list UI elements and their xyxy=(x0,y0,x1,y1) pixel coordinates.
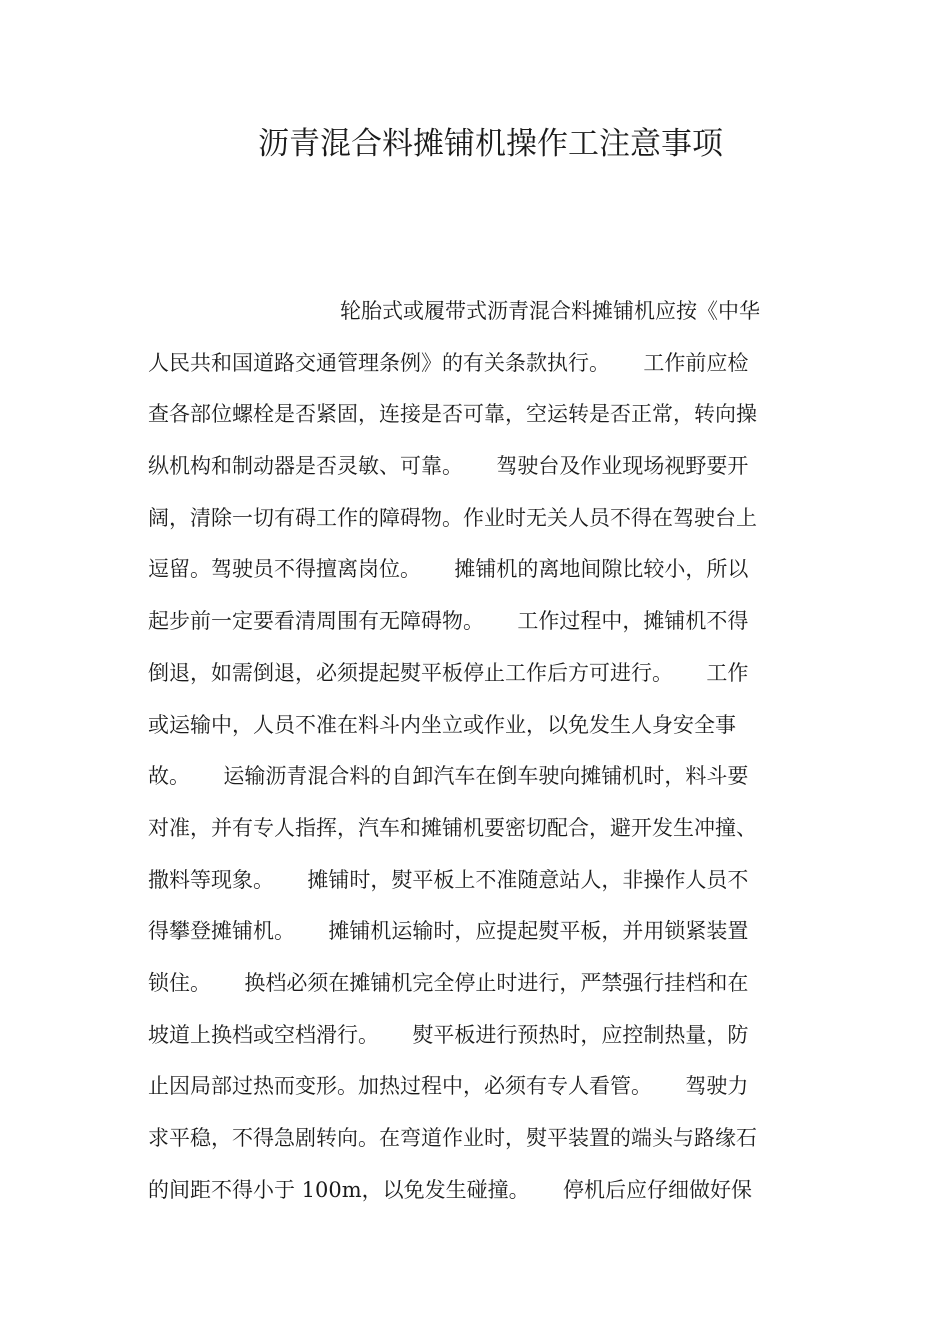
body-line: 倒退，如需倒退，必须提起熨平板停止工作后方可进行。 工作 xyxy=(148,660,749,685)
body-line: 或运输中，人员不准在料斗内坐立或作业，以免发生人身安全事 xyxy=(148,712,736,737)
body-line: 对准，并有专人指挥，汽车和摊铺机要密切配合，避开发生冲撞、 xyxy=(148,815,757,840)
body-line: 得攀登摊铺机。 摊铺机运输时，应提起熨平板，并用锁紧装置 xyxy=(148,919,749,944)
body-line: 纵机构和制动器是否灵敏、可靠。 驾驶台及作业现场视野要开 xyxy=(148,454,749,479)
body-line: 撒料等现象。 摊铺时，熨平板上不准随意站人，非操作人员不 xyxy=(148,867,749,892)
body-line: 人民共和国道路交通管理条例》的有关条款执行。 工作前应检 xyxy=(148,350,749,375)
body-line: 的间距不得小于 100m，以免发生碰撞。 停机后应仔细做好保 xyxy=(148,1177,753,1202)
document-body xyxy=(148,286,808,1216)
body-line: 阔，清除一切有碍工作的障碍物。作业时无关人员不得在驾驶台上 xyxy=(148,505,757,530)
body-line: 求平稳，不得急剧转向。在弯道作业时，熨平装置的端头与路缘石 xyxy=(148,1126,757,1150)
body-line: 止因局部过热而变形。加热过程中，必须有专人看管。 驾驶力 xyxy=(148,1074,749,1099)
body-line: 锁住。 换档必须在摊铺机完全停止时进行，严禁强行挂档和在 xyxy=(148,970,749,995)
body-line: 逗留。驾驶员不得擅离岗位。 摊铺机的离地间隙比较小，所以 xyxy=(148,557,749,582)
body-line: 查各部位螺栓是否紧固，连接是否可靠，空运转是否正常，转向操 xyxy=(148,402,757,427)
body-line: 轮胎式或履带式沥青混合料摊铺机应按《中华 xyxy=(340,299,760,323)
body-line: 起步前一定要看清周围有无障碍物。 工作过程中，摊铺机不得 xyxy=(148,609,749,634)
document-title: 沥青混合料摊铺机操作工注意事项 xyxy=(258,126,723,162)
body-line: 故。 运输沥青混合料的自卸汽车在倒车驶向摊铺机时，料斗要 xyxy=(148,764,749,789)
body-line: 坡道上换档或空档滑行。 熨平板进行预热时，应控制热量，防 xyxy=(148,1022,749,1047)
